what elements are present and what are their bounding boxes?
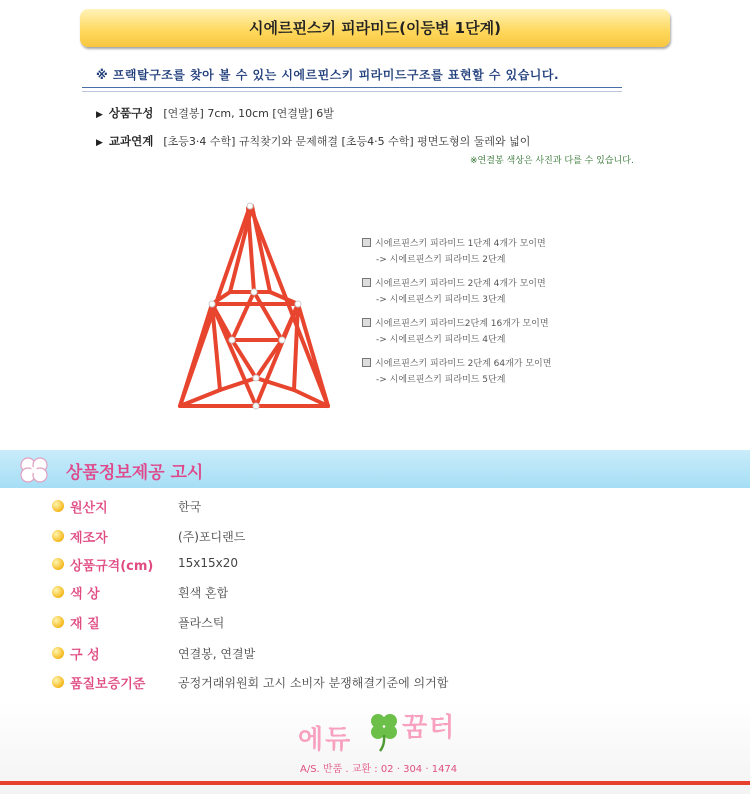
caption-item: 시에르핀스키 피라미드 2단계 4개가 모이면 -> 시에르핀스키 피라미드 3단계 (362, 276, 551, 308)
spec-composition: ▶ 상품구성 [연결봉] 7cm, 10cm [연결발] 6발 (96, 106, 334, 120)
info-row-material: 재 질 플라스틱 (52, 612, 732, 632)
intro-text: ※ 프랙탈구조를 찾아 볼 수 있는 시에르핀스키 피라미드구조를 표현할 수 있습니다. (96, 68, 560, 82)
as-contact: A/S. 반품 . 교환 : 02 · 304 · 1474 (300, 764, 458, 775)
bottom-bar (0, 781, 750, 785)
info-row-manufacturer: 제조자 (주)포디랜드 (52, 526, 732, 546)
divider (82, 87, 622, 88)
page-title: 시에르핀스키 피라미드(이등변 1단계) (249, 19, 501, 37)
title-bar (80, 9, 670, 47)
bullet-dot-icon (52, 647, 64, 659)
bullet-dot-icon (52, 558, 64, 570)
triangle-right-icon: ▶ (96, 110, 103, 120)
info-row-composition: 구 성 연결봉, 연결발 (52, 643, 732, 663)
info-row-warranty: 품질보증기준 공정거래위원회 고시 소비자 분쟁해결기준에 의거함 (52, 672, 732, 692)
info-row-size: 상품규격(cm) 15x15x20 (52, 554, 732, 574)
square-bullet-icon (362, 238, 371, 247)
color-note: ※연결봉 색상은 사진과 다를 수 있습니다. (470, 156, 634, 166)
square-bullet-icon (362, 318, 371, 327)
square-bullet-icon (362, 358, 371, 367)
bullet-dot-icon (52, 616, 64, 628)
clover-icon (364, 709, 404, 753)
bullet-dot-icon (52, 500, 64, 512)
caption-item: 시에르핀스키 피라미드2단계 16개가 모이면 -> 시에르핀스키 피라미드 4단계 (362, 316, 551, 348)
info-row-color: 색 상 흰색 혼합 (52, 582, 732, 602)
caption-item: 시에르핀스키 피라미드 1단계 4개가 모이면 -> 시에르핀스키 피라미드 2단계 (362, 236, 551, 268)
info-title: 상품정보제공 고시 (66, 463, 204, 483)
bullet-dot-icon (52, 676, 64, 688)
triangle-right-icon: ▶ (96, 138, 103, 148)
clover-icon (14, 453, 54, 487)
info-row-origin: 원산지 한국 (52, 496, 732, 516)
bullet-dot-icon (52, 586, 64, 598)
bullet-dot-icon (52, 530, 64, 542)
caption-item: 시에르핀스키 피라미드 2단계 64개가 모이면 -> 시에르핀스키 피라미드 5단계 (362, 356, 551, 388)
pyramid-image (170, 200, 340, 415)
spec-curriculum: ▶ 교과연계 [초등3·4 수학] 규칙찾기와 문제해결 [초등4·5 수학] 평면도형의 둘레와 넓이 (96, 134, 531, 148)
info-header (0, 450, 750, 488)
divider (82, 91, 622, 92)
caption-list (362, 236, 551, 396)
square-bullet-icon (362, 278, 371, 287)
brand-logo: 에듀 꿈터 (290, 705, 470, 757)
